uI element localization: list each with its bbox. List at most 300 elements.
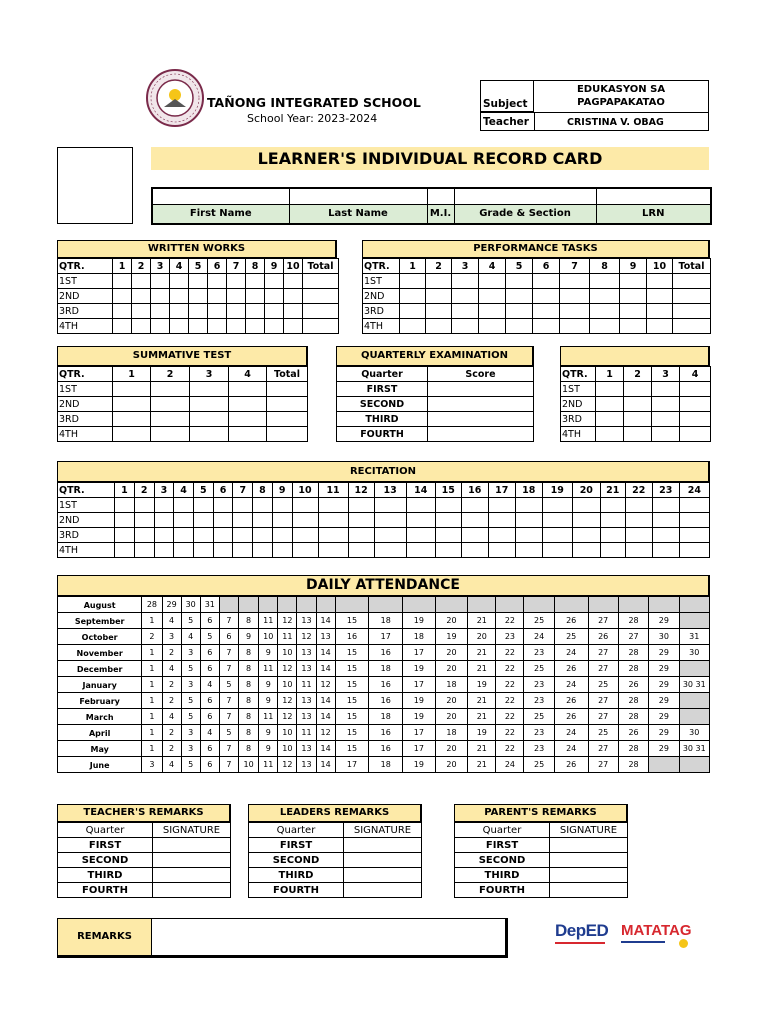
day-cell[interactable]: 21 [468,645,496,661]
day-cell[interactable]: 28 [618,613,648,629]
day-cell[interactable]: 18 [369,613,403,629]
score-cell[interactable] [647,289,673,304]
score-cell[interactable] [151,289,170,304]
signature-cell[interactable] [344,868,422,883]
score-cell[interactable] [652,412,680,427]
day-cell[interactable]: 6 [200,693,219,709]
score-cell[interactable] [673,319,711,334]
score-cell[interactable] [132,304,151,319]
day-cell[interactable]: 21 [468,741,496,757]
day-cell[interactable]: 29 [649,741,679,757]
day-cell[interactable]: 6 [200,661,219,677]
score-cell[interactable] [673,304,711,319]
day-cell[interactable]: 30 [679,725,709,741]
score-cell[interactable] [265,319,284,334]
score-cell[interactable] [154,543,174,558]
day-cell[interactable]: 29 [649,645,679,661]
score-cell[interactable] [348,498,374,513]
score-cell[interactable] [428,412,534,427]
day-cell[interactable]: 5 [200,629,219,645]
day-cell[interactable]: 26 [554,661,588,677]
score-cell[interactable] [154,498,174,513]
day-cell[interactable]: 19 [468,725,496,741]
day-cell[interactable]: 11 [297,725,316,741]
score-cell[interactable] [647,274,673,289]
score-cell[interactable] [560,289,590,304]
score-cell[interactable] [208,304,227,319]
score-cell[interactable] [253,513,273,528]
score-cell[interactable] [253,498,273,513]
day-cell[interactable]: 18 [435,725,468,741]
day-cell[interactable]: 26 [554,757,588,773]
day-cell[interactable]: 1 [142,741,162,757]
signature-cell[interactable] [550,838,628,853]
day-cell[interactable]: 16 [335,629,369,645]
day-cell[interactable]: 27 [588,741,618,757]
score-cell[interactable] [406,528,435,543]
score-cell[interactable] [267,412,308,427]
day-cell[interactable]: 29 [649,661,679,677]
day-cell[interactable]: 3 [142,757,162,773]
score-cell[interactable] [227,274,246,289]
day-cell[interactable]: 4 [200,677,219,693]
day-cell[interactable]: 30 31 [679,677,709,693]
score-cell[interactable] [625,528,652,543]
score-cell[interactable] [265,304,284,319]
score-cell[interactable] [679,543,709,558]
score-cell[interactable] [151,382,190,397]
score-cell[interactable] [174,498,194,513]
score-cell[interactable] [233,498,253,513]
score-cell[interactable] [246,319,265,334]
score-cell[interactable] [134,528,154,543]
score-cell[interactable] [435,528,461,543]
score-cell[interactable] [170,304,189,319]
day-cell[interactable]: 21 [468,661,496,677]
score-cell[interactable] [303,319,339,334]
day-cell[interactable]: 24 [524,629,554,645]
day-cell[interactable]: 25 [588,677,618,693]
score-cell[interactable] [265,289,284,304]
day-cell[interactable]: 17 [335,757,369,773]
score-cell[interactable] [190,397,229,412]
day-cell[interactable]: 29 [649,677,679,693]
day-cell[interactable]: 23 [524,741,554,757]
score-cell[interactable] [233,543,253,558]
day-cell[interactable]: 1 [142,661,162,677]
day-cell[interactable]: 6 [200,757,219,773]
score-cell[interactable] [647,304,673,319]
day-cell[interactable]: 28 [618,661,648,677]
score-cell[interactable] [190,412,229,427]
day-cell[interactable]: 14 [316,613,335,629]
score-cell[interactable] [542,513,572,528]
score-cell[interactable] [272,528,292,543]
day-cell[interactable]: 11 [259,613,278,629]
day-cell[interactable]: 1 [142,693,162,709]
day-cell[interactable]: 15 [335,677,369,693]
signature-cell[interactable] [344,883,422,898]
score-cell[interactable] [292,498,318,513]
score-cell[interactable] [151,427,190,442]
day-cell[interactable]: 23 [524,677,554,693]
day-cell[interactable]: 28 [618,645,648,661]
score-cell[interactable] [272,513,292,528]
day-cell[interactable]: 1 [142,677,162,693]
day-cell[interactable]: 20 [435,757,468,773]
score-cell[interactable] [406,513,435,528]
day-cell[interactable]: 22 [496,709,524,725]
score-cell[interactable] [170,289,189,304]
day-cell[interactable]: 14 [316,757,335,773]
day-cell[interactable]: 31 [679,629,709,645]
day-cell[interactable]: 4 [200,725,219,741]
day-cell[interactable]: 8 [238,661,258,677]
score-cell[interactable] [233,528,253,543]
score-cell[interactable] [292,528,318,543]
score-cell[interactable] [154,513,174,528]
score-cell[interactable] [213,498,233,513]
score-cell[interactable] [113,427,151,442]
score-cell[interactable] [620,319,647,334]
day-cell[interactable]: 22 [496,741,524,757]
score-cell[interactable] [515,498,542,513]
score-cell[interactable] [400,304,426,319]
day-cell[interactable]: 10 [278,741,297,757]
day-cell[interactable]: 25 [524,709,554,725]
score-cell[interactable] [318,543,348,558]
day-cell[interactable]: 28 [618,709,648,725]
day-cell[interactable]: 12 [278,613,297,629]
score-cell[interactable] [461,543,488,558]
day-cell[interactable]: 24 [554,741,588,757]
day-cell[interactable]: 11 [259,661,278,677]
score-cell[interactable] [679,498,709,513]
day-cell[interactable]: 7 [219,757,238,773]
score-cell[interactable] [624,412,652,427]
day-cell[interactable]: 10 [278,677,297,693]
day-cell[interactable]: 17 [403,677,436,693]
day-cell[interactable]: 3 [162,629,181,645]
score-cell[interactable] [292,543,318,558]
day-cell[interactable]: 19 [435,629,468,645]
day-cell[interactable]: 9 [238,629,258,645]
day-cell[interactable]: 1 [142,613,162,629]
score-cell[interactable] [488,498,515,513]
day-cell[interactable]: 12 [278,709,297,725]
day-cell[interactable]: 15 [335,645,369,661]
score-cell[interactable] [533,289,560,304]
score-cell[interactable] [652,543,679,558]
score-cell[interactable] [213,528,233,543]
score-cell[interactable] [174,543,194,558]
day-cell[interactable]: 8 [238,645,258,661]
score-cell[interactable] [590,319,620,334]
score-cell[interactable] [208,319,227,334]
day-cell[interactable]: 13 [297,757,316,773]
day-cell[interactable]: 21 [468,709,496,725]
score-cell[interactable] [267,397,308,412]
day-cell[interactable]: 26 [554,693,588,709]
score-cell[interactable] [435,543,461,558]
score-cell[interactable] [435,513,461,528]
score-cell[interactable] [227,319,246,334]
day-cell[interactable]: 10 [259,629,278,645]
score-cell[interactable] [426,304,452,319]
score-cell[interactable] [488,543,515,558]
day-cell[interactable]: 19 [403,693,436,709]
score-cell[interactable] [652,427,680,442]
day-cell[interactable]: 6 [200,741,219,757]
signature-cell[interactable] [344,838,422,853]
signature-cell[interactable] [344,853,422,868]
day-cell[interactable]: 19 [403,709,436,725]
signature-cell[interactable] [153,838,231,853]
day-cell[interactable]: 6 [219,629,238,645]
day-cell[interactable]: 9 [259,645,278,661]
score-cell[interactable] [479,274,506,289]
score-cell[interactable] [229,412,267,427]
day-cell[interactable]: 7 [219,741,238,757]
day-cell[interactable]: 24 [554,645,588,661]
day-cell[interactable]: 28 [142,597,162,613]
score-cell[interactable] [189,319,208,334]
day-cell[interactable]: 9 [259,693,278,709]
score-cell[interactable] [151,397,190,412]
day-cell[interactable]: 13 [297,741,316,757]
day-cell[interactable]: 13 [297,645,316,661]
score-cell[interactable] [515,513,542,528]
day-cell[interactable]: 8 [238,693,258,709]
score-cell[interactable] [479,304,506,319]
day-cell[interactable]: 20 [435,693,468,709]
score-cell[interactable] [303,304,339,319]
score-cell[interactable] [542,543,572,558]
score-cell[interactable] [624,397,652,412]
score-cell[interactable] [229,397,267,412]
score-cell[interactable] [174,513,194,528]
day-cell[interactable]: 26 [618,677,648,693]
day-cell[interactable]: 14 [316,693,335,709]
score-cell[interactable] [560,274,590,289]
score-cell[interactable] [533,319,560,334]
day-cell[interactable]: 4 [162,757,181,773]
day-cell[interactable]: 1 [142,709,162,725]
score-cell[interactable] [680,412,711,427]
day-cell[interactable]: 10 [278,725,297,741]
score-cell[interactable] [272,498,292,513]
day-cell[interactable]: 7 [219,709,238,725]
score-cell[interactable] [560,319,590,334]
score-cell[interactable] [134,513,154,528]
day-cell[interactable]: 28 [618,693,648,709]
day-cell[interactable]: 20 [435,709,468,725]
score-cell[interactable] [253,543,273,558]
score-cell[interactable] [374,543,406,558]
day-cell[interactable]: 14 [316,709,335,725]
day-cell[interactable]: 5 [181,709,200,725]
score-cell[interactable] [246,289,265,304]
score-cell[interactable] [170,274,189,289]
day-cell[interactable]: 26 [618,725,648,741]
day-cell[interactable]: 29 [649,613,679,629]
day-cell[interactable]: 3 [181,677,200,693]
score-cell[interactable] [406,543,435,558]
score-cell[interactable] [488,513,515,528]
score-cell[interactable] [679,528,709,543]
score-cell[interactable] [590,289,620,304]
day-cell[interactable]: 1 [142,645,162,661]
day-cell[interactable]: 10 [238,757,258,773]
day-cell[interactable]: 16 [369,677,403,693]
day-cell[interactable]: 2 [162,677,181,693]
score-cell[interactable] [265,274,284,289]
score-cell[interactable] [625,498,652,513]
score-cell[interactable] [596,412,624,427]
score-cell[interactable] [596,397,624,412]
score-cell[interactable] [318,498,348,513]
day-cell[interactable]: 12 [316,677,335,693]
score-cell[interactable] [426,319,452,334]
score-cell[interactable] [113,412,151,427]
score-cell[interactable] [154,528,174,543]
day-cell[interactable]: 27 [588,661,618,677]
score-cell[interactable] [246,304,265,319]
score-cell[interactable] [272,543,292,558]
signature-cell[interactable] [153,868,231,883]
day-cell[interactable]: 23 [524,645,554,661]
score-cell[interactable] [213,513,233,528]
score-cell[interactable] [233,513,253,528]
score-cell[interactable] [115,498,135,513]
score-cell[interactable] [174,528,194,543]
score-cell[interactable] [151,274,170,289]
day-cell[interactable]: 19 [403,757,436,773]
day-cell[interactable]: 15 [335,693,369,709]
day-cell[interactable]: 16 [369,645,403,661]
signature-cell[interactable] [153,883,231,898]
score-cell[interactable] [515,528,542,543]
day-cell[interactable]: 3 [181,645,200,661]
score-cell[interactable] [193,543,213,558]
score-cell[interactable] [488,528,515,543]
score-cell[interactable] [253,528,273,543]
day-cell[interactable]: 20 [468,629,496,645]
score-cell[interactable] [284,274,303,289]
score-cell[interactable] [208,274,227,289]
score-cell[interactable] [620,289,647,304]
score-cell[interactable] [113,274,132,289]
day-cell[interactable]: 2 [162,725,181,741]
day-cell[interactable]: 11 [297,677,316,693]
signature-cell[interactable] [550,853,628,868]
score-cell[interactable] [426,274,452,289]
score-cell[interactable] [246,274,265,289]
score-cell[interactable] [624,382,652,397]
day-cell[interactable]: 16 [369,693,403,709]
score-cell[interactable] [452,274,479,289]
score-cell[interactable] [624,427,652,442]
score-cell[interactable] [506,319,533,334]
day-cell[interactable]: 4 [162,709,181,725]
score-cell[interactable] [600,528,625,543]
score-cell[interactable] [190,382,229,397]
day-cell[interactable]: 7 [219,661,238,677]
day-cell[interactable]: 17 [403,725,436,741]
score-cell[interactable] [208,289,227,304]
score-cell[interactable] [572,513,600,528]
day-cell[interactable]: 14 [316,661,335,677]
score-cell[interactable] [190,427,229,442]
day-cell[interactable]: 13 [297,613,316,629]
day-cell[interactable]: 12 [297,629,316,645]
day-cell[interactable]: 24 [554,725,588,741]
day-cell[interactable]: 27 [618,629,648,645]
score-cell[interactable] [284,304,303,319]
score-cell[interactable] [193,528,213,543]
score-cell[interactable] [596,427,624,442]
day-cell[interactable]: 15 [335,741,369,757]
day-cell[interactable]: 25 [524,613,554,629]
score-cell[interactable] [479,289,506,304]
score-cell[interactable] [652,397,680,412]
day-cell[interactable]: 6 [200,709,219,725]
day-cell[interactable]: 30 [649,629,679,645]
day-cell[interactable]: 17 [403,741,436,757]
day-cell[interactable]: 27 [588,645,618,661]
day-cell[interactable]: 9 [259,741,278,757]
score-cell[interactable] [533,274,560,289]
score-cell[interactable] [452,304,479,319]
day-cell[interactable]: 13 [297,709,316,725]
score-cell[interactable] [461,498,488,513]
day-cell[interactable]: 22 [496,677,524,693]
score-cell[interactable] [227,289,246,304]
day-cell[interactable]: 8 [238,613,258,629]
score-cell[interactable] [132,289,151,304]
signature-cell[interactable] [153,853,231,868]
day-cell[interactable]: 20 [435,741,468,757]
day-cell[interactable]: 2 [162,645,181,661]
last-name-field[interactable] [289,188,427,204]
score-cell[interactable] [113,304,132,319]
score-cell[interactable] [113,319,132,334]
score-cell[interactable] [303,274,339,289]
day-cell[interactable]: 11 [259,709,278,725]
day-cell[interactable]: 25 [524,757,554,773]
score-cell[interactable] [652,498,679,513]
day-cell[interactable]: 8 [238,741,258,757]
day-cell[interactable]: 9 [259,677,278,693]
day-cell[interactable]: 20 [435,613,468,629]
day-cell[interactable]: 29 [649,709,679,725]
score-cell[interactable] [600,543,625,558]
day-cell[interactable]: 4 [162,613,181,629]
day-cell[interactable]: 12 [278,661,297,677]
remarks-field[interactable] [152,919,505,955]
day-cell[interactable]: 13 [297,693,316,709]
score-cell[interactable] [596,382,624,397]
score-cell[interactable] [542,528,572,543]
score-cell[interactable] [134,498,154,513]
day-cell[interactable]: 14 [316,645,335,661]
score-cell[interactable] [189,304,208,319]
day-cell[interactable]: 19 [403,661,436,677]
score-cell[interactable] [170,319,189,334]
score-cell[interactable] [680,427,711,442]
score-cell[interactable] [620,304,647,319]
day-cell[interactable]: 15 [335,709,369,725]
